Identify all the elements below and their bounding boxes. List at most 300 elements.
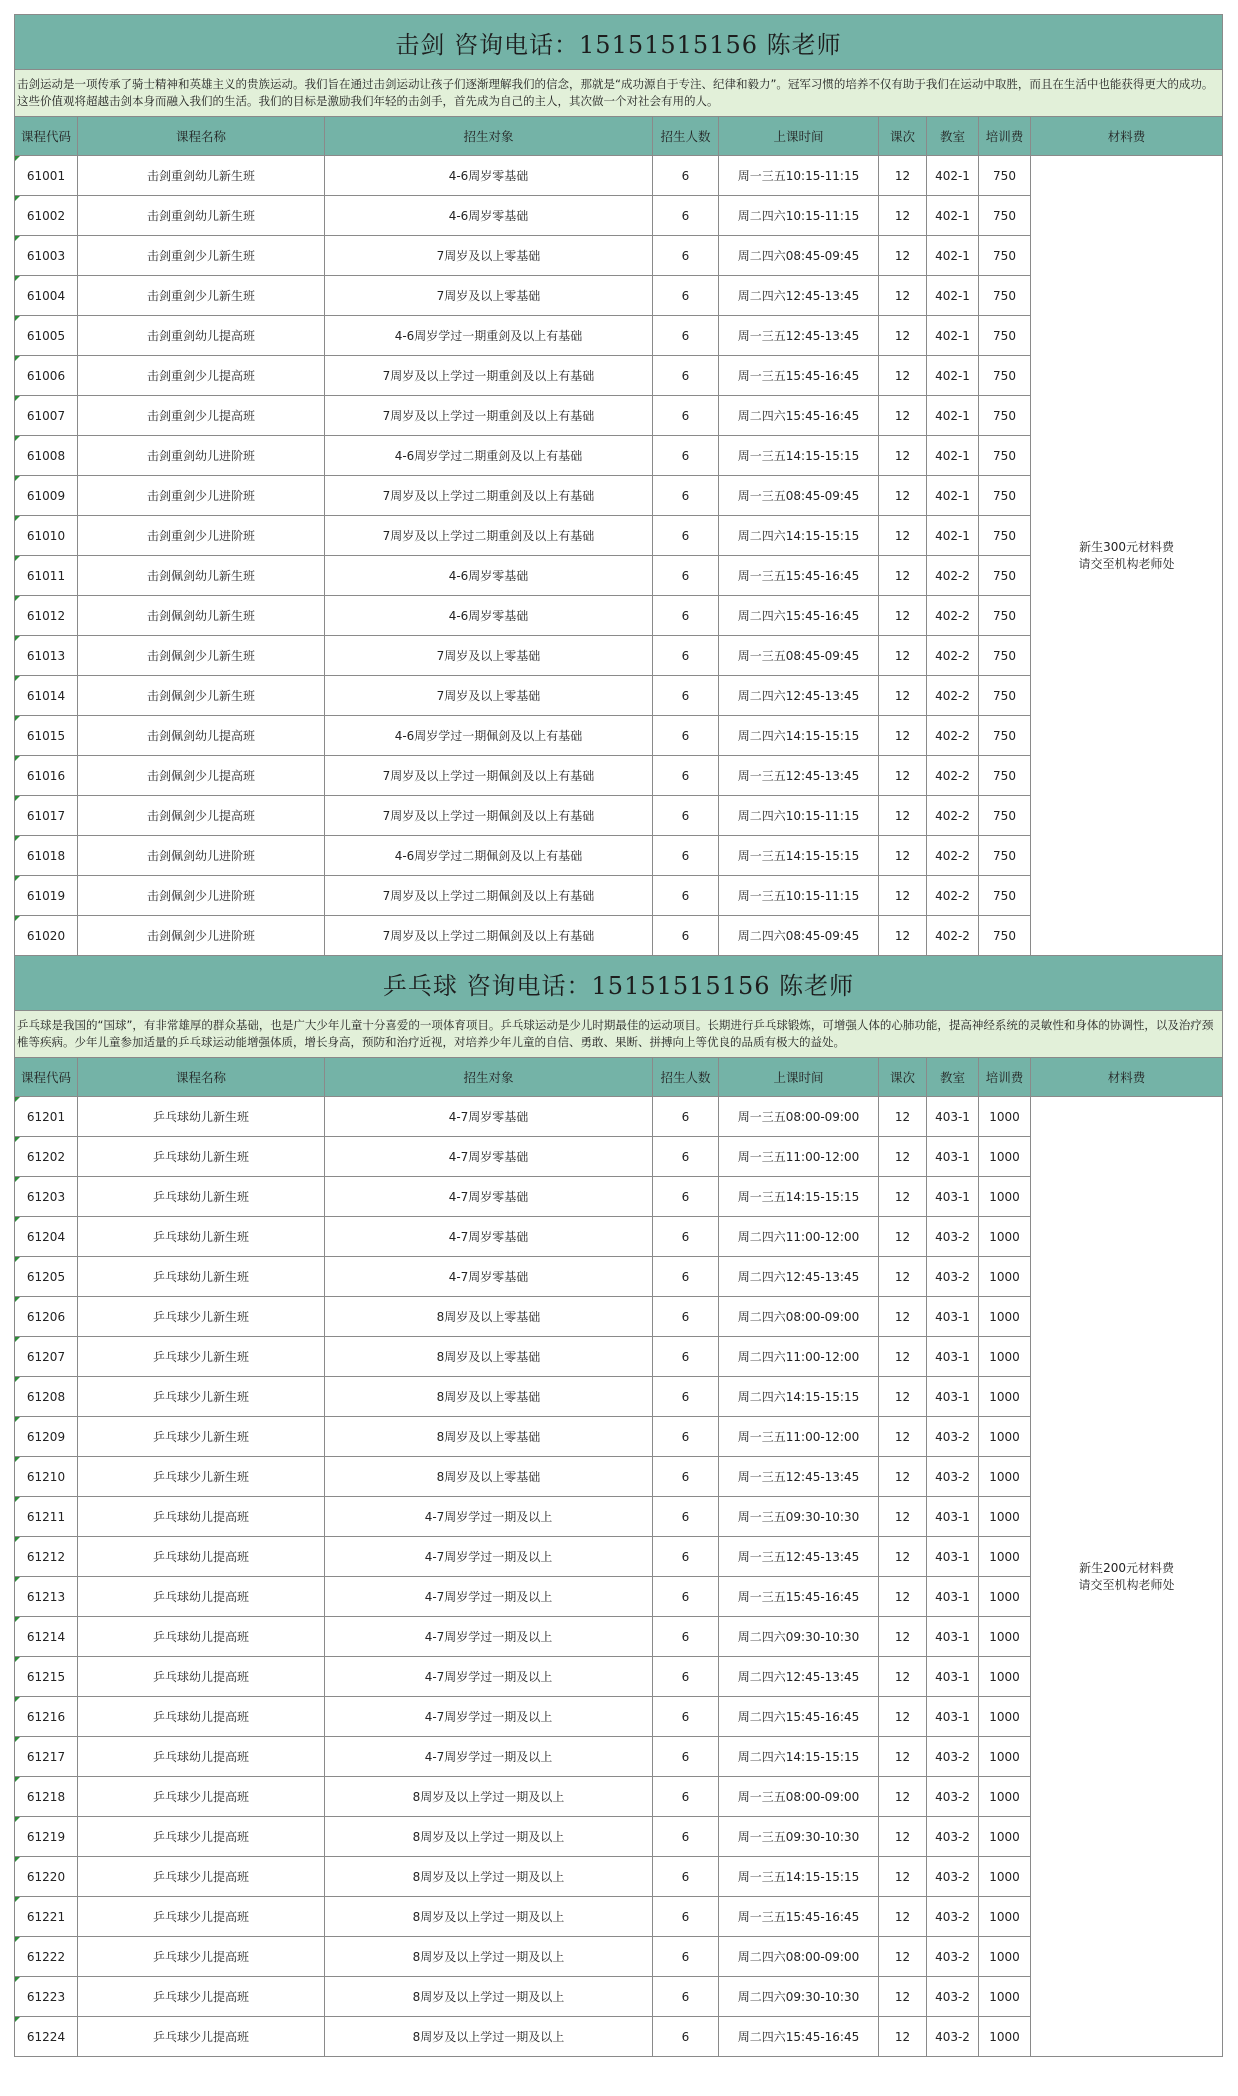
cell-capacity[interactable]: 6: [653, 1337, 719, 1377]
cell-time[interactable]: 周二四六08:45-09:45: [719, 916, 879, 956]
cell-time[interactable]: 周二四六15:45-16:45: [719, 2017, 879, 2057]
cell-target[interactable]: 7周岁及以上零基础: [325, 236, 653, 276]
cell-code[interactable]: 61015: [15, 716, 78, 756]
cell-sessions[interactable]: 12: [879, 636, 927, 676]
cell-code[interactable]: 61201: [15, 1097, 78, 1137]
cell-fee[interactable]: 750: [979, 236, 1031, 276]
cell-name[interactable]: 乒乓球少儿提高班: [78, 1897, 325, 1937]
cell-name[interactable]: 乒乓球少儿提高班: [78, 1937, 325, 1977]
cell-fee[interactable]: 750: [979, 796, 1031, 836]
cell-time[interactable]: 周一三五14:15-15:15: [719, 1857, 879, 1897]
cell-sessions[interactable]: 12: [879, 836, 927, 876]
cell-target[interactable]: 8周岁及以上零基础: [325, 1297, 653, 1337]
cell-name[interactable]: 击剑重剑少儿新生班: [78, 236, 325, 276]
cell-code[interactable]: 61006: [15, 356, 78, 396]
cell-capacity[interactable]: 6: [653, 1977, 719, 2017]
cell-capacity[interactable]: 6: [653, 676, 719, 716]
cell-code[interactable]: 61017: [15, 796, 78, 836]
cell-code[interactable]: 61203: [15, 1177, 78, 1217]
cell-capacity[interactable]: 6: [653, 276, 719, 316]
cell-time[interactable]: 周二四六10:15-11:15: [719, 796, 879, 836]
cell-name[interactable]: 乒乓球幼儿新生班: [78, 1137, 325, 1177]
cell-room[interactable]: 403-2: [927, 1257, 979, 1297]
cell-sessions[interactable]: 12: [879, 396, 927, 436]
cell-time[interactable]: 周二四六12:45-13:45: [719, 1257, 879, 1297]
cell-sessions[interactable]: 12: [879, 196, 927, 236]
cell-code[interactable]: 61013: [15, 636, 78, 676]
cell-code[interactable]: 61216: [15, 1697, 78, 1737]
cell-code[interactable]: 61223: [15, 1977, 78, 2017]
cell-time[interactable]: 周二四六09:30-10:30: [719, 1617, 879, 1657]
cell-time[interactable]: 周二四六12:45-13:45: [719, 276, 879, 316]
cell-sessions[interactable]: 12: [879, 876, 927, 916]
cell-code[interactable]: 61211: [15, 1497, 78, 1537]
column-header[interactable]: 培训费: [979, 117, 1031, 156]
cell-target[interactable]: 7周岁及以上零基础: [325, 636, 653, 676]
cell-sessions[interactable]: 12: [879, 1937, 927, 1977]
cell-room[interactable]: 402-1: [927, 396, 979, 436]
cell-name[interactable]: 乒乓球幼儿新生班: [78, 1177, 325, 1217]
cell-room[interactable]: 403-1: [927, 1537, 979, 1577]
cell-capacity[interactable]: 6: [653, 1097, 719, 1137]
column-header[interactable]: 课程名称: [78, 1058, 325, 1097]
cell-name[interactable]: 乒乓球幼儿新生班: [78, 1257, 325, 1297]
cell-capacity[interactable]: 6: [653, 236, 719, 276]
cell-room[interactable]: 403-1: [927, 1497, 979, 1537]
cell-capacity[interactable]: 6: [653, 436, 719, 476]
cell-code[interactable]: 61217: [15, 1737, 78, 1777]
cell-fee[interactable]: 1000: [979, 1737, 1031, 1777]
cell-target[interactable]: 4-7周岁学过一期及以上: [325, 1737, 653, 1777]
cell-fee[interactable]: 1000: [979, 1897, 1031, 1937]
cell-name[interactable]: 乒乓球幼儿新生班: [78, 1217, 325, 1257]
cell-capacity[interactable]: 6: [653, 1937, 719, 1977]
cell-target[interactable]: 8周岁及以上零基础: [325, 1417, 653, 1457]
cell-code[interactable]: 61003: [15, 236, 78, 276]
cell-room[interactable]: 403-1: [927, 1097, 979, 1137]
cell-room[interactable]: 403-2: [927, 1417, 979, 1457]
cell-code[interactable]: 61218: [15, 1777, 78, 1817]
cell-name[interactable]: 击剑重剑少儿提高班: [78, 356, 325, 396]
cell-fee[interactable]: 1000: [979, 1257, 1031, 1297]
cell-time[interactable]: 周一三五14:15-15:15: [719, 836, 879, 876]
cell-name[interactable]: 乒乓球幼儿提高班: [78, 1697, 325, 1737]
cell-sessions[interactable]: 12: [879, 1537, 927, 1577]
cell-target[interactable]: 4-6周岁学过二期佩剑及以上有基础: [325, 836, 653, 876]
cell-name[interactable]: 乒乓球幼儿提高班: [78, 1737, 325, 1777]
cell-target[interactable]: 4-7周岁学过一期及以上: [325, 1697, 653, 1737]
cell-name[interactable]: 乒乓球少儿提高班: [78, 1777, 325, 1817]
cell-sessions[interactable]: 12: [879, 556, 927, 596]
cell-room[interactable]: 402-1: [927, 316, 979, 356]
column-header[interactable]: 上课时间: [719, 1058, 879, 1097]
cell-time[interactable]: 周一三五09:30-10:30: [719, 1497, 879, 1537]
cell-capacity[interactable]: 6: [653, 1537, 719, 1577]
cell-time[interactable]: 周一三五11:00-12:00: [719, 1417, 879, 1457]
cell-sessions[interactable]: 12: [879, 476, 927, 516]
cell-time[interactable]: 周一三五15:45-16:45: [719, 1577, 879, 1617]
cell-time[interactable]: 周一三五10:15-11:15: [719, 156, 879, 196]
cell-sessions[interactable]: 12: [879, 2017, 927, 2057]
cell-sessions[interactable]: 12: [879, 436, 927, 476]
cell-room[interactable]: 403-1: [927, 1137, 979, 1177]
section-description[interactable]: 击剑运动是一项传承了骑士精神和英雄主义的贵族运动。我们旨在通过击剑运动让孩子们逐渐理解我们的信念，那就是“成功源自于专注、纪律和毅力”。冠军习惯的培养不仅有助于我们在运动中取胜，而且在生活中也能获得更大的成功。这些价值观将超越击剑本身而融入我们的生活。我们的目标是激励我们年轻的击剑手，首先成为自己的主人，其次做一个对社会有用的人。: [15, 70, 1223, 117]
cell-room[interactable]: 403-1: [927, 1697, 979, 1737]
cell-time[interactable]: 周一三五10:15-11:15: [719, 876, 879, 916]
cell-time[interactable]: 周一三五08:45-09:45: [719, 476, 879, 516]
cell-code[interactable]: 61224: [15, 2017, 78, 2057]
cell-target[interactable]: 8周岁及以上学过一期及以上: [325, 1897, 653, 1937]
cell-name[interactable]: 击剑佩剑幼儿新生班: [78, 596, 325, 636]
cell-name[interactable]: 乒乓球少儿提高班: [78, 1817, 325, 1857]
cell-code[interactable]: 61020: [15, 916, 78, 956]
cell-sessions[interactable]: 12: [879, 1897, 927, 1937]
column-header[interactable]: 材料费: [1031, 1058, 1223, 1097]
cell-target[interactable]: 4-6周岁零基础: [325, 196, 653, 236]
cell-room[interactable]: 403-1: [927, 1577, 979, 1617]
cell-room[interactable]: 403-1: [927, 1657, 979, 1697]
column-header[interactable]: 课程代码: [15, 1058, 78, 1097]
cell-code[interactable]: 61010: [15, 516, 78, 556]
cell-capacity[interactable]: 6: [653, 396, 719, 436]
cell-sessions[interactable]: 12: [879, 1497, 927, 1537]
cell-room[interactable]: 402-1: [927, 196, 979, 236]
cell-fee[interactable]: 1000: [979, 1217, 1031, 1257]
material-fee-cell[interactable]: [1031, 1097, 1223, 2057]
cell-code[interactable]: 61008: [15, 436, 78, 476]
material-fee-cell[interactable]: [1031, 156, 1223, 956]
cell-time[interactable]: 周一三五08:45-09:45: [719, 636, 879, 676]
cell-capacity[interactable]: 6: [653, 756, 719, 796]
cell-target[interactable]: 7周岁及以上学过二期佩剑及以上有基础: [325, 876, 653, 916]
cell-sessions[interactable]: 12: [879, 796, 927, 836]
cell-target[interactable]: 8周岁及以上学过一期及以上: [325, 1817, 653, 1857]
cell-name[interactable]: 击剑佩剑幼儿提高班: [78, 716, 325, 756]
cell-target[interactable]: 7周岁及以上学过一期重剑及以上有基础: [325, 356, 653, 396]
cell-capacity[interactable]: 6: [653, 836, 719, 876]
cell-room[interactable]: 403-2: [927, 1457, 979, 1497]
cell-time[interactable]: 周二四六12:45-13:45: [719, 1657, 879, 1697]
cell-time[interactable]: 周二四六15:45-16:45: [719, 596, 879, 636]
cell-target[interactable]: 8周岁及以上学过一期及以上: [325, 1857, 653, 1897]
cell-fee[interactable]: 750: [979, 916, 1031, 956]
column-header[interactable]: 教室: [927, 117, 979, 156]
cell-target[interactable]: 7周岁及以上学过二期重剑及以上有基础: [325, 516, 653, 556]
cell-fee[interactable]: 1000: [979, 1097, 1031, 1137]
cell-target[interactable]: 8周岁及以上学过一期及以上: [325, 1777, 653, 1817]
cell-capacity[interactable]: 6: [653, 796, 719, 836]
cell-room[interactable]: 402-1: [927, 356, 979, 396]
cell-room[interactable]: 403-1: [927, 1337, 979, 1377]
cell-room[interactable]: 403-1: [927, 1297, 979, 1337]
cell-fee[interactable]: 750: [979, 556, 1031, 596]
cell-capacity[interactable]: 6: [653, 316, 719, 356]
cell-capacity[interactable]: 6: [653, 156, 719, 196]
cell-name[interactable]: 击剑重剑幼儿新生班: [78, 156, 325, 196]
column-header[interactable]: 培训费: [979, 1058, 1031, 1097]
cell-target[interactable]: 4-7周岁零基础: [325, 1097, 653, 1137]
cell-room[interactable]: 403-2: [927, 1777, 979, 1817]
cell-target[interactable]: 4-7周岁零基础: [325, 1257, 653, 1297]
cell-capacity[interactable]: 6: [653, 1377, 719, 1417]
cell-name[interactable]: 乒乓球少儿新生班: [78, 1417, 325, 1457]
cell-target[interactable]: 4-7周岁学过一期及以上: [325, 1617, 653, 1657]
cell-code[interactable]: 61009: [15, 476, 78, 516]
cell-target[interactable]: 4-6周岁学过二期重剑及以上有基础: [325, 436, 653, 476]
cell-room[interactable]: 402-2: [927, 916, 979, 956]
cell-fee[interactable]: 750: [979, 836, 1031, 876]
cell-code[interactable]: 61208: [15, 1377, 78, 1417]
cell-target[interactable]: 4-7周岁学过一期及以上: [325, 1577, 653, 1617]
cell-time[interactable]: 周一三五09:30-10:30: [719, 1817, 879, 1857]
cell-fee[interactable]: 750: [979, 516, 1031, 556]
column-header[interactable]: 课次: [879, 1058, 927, 1097]
cell-code[interactable]: 61018: [15, 836, 78, 876]
cell-sessions[interactable]: 12: [879, 236, 927, 276]
cell-fee[interactable]: 750: [979, 676, 1031, 716]
cell-fee[interactable]: 750: [979, 596, 1031, 636]
cell-target[interactable]: 4-6周岁零基础: [325, 156, 653, 196]
cell-room[interactable]: 403-2: [927, 1737, 979, 1777]
cell-sessions[interactable]: 12: [879, 676, 927, 716]
cell-code[interactable]: 61222: [15, 1937, 78, 1977]
cell-fee[interactable]: 750: [979, 756, 1031, 796]
cell-name[interactable]: 击剑佩剑少儿进阶班: [78, 916, 325, 956]
cell-capacity[interactable]: 6: [653, 356, 719, 396]
cell-room[interactable]: 402-2: [927, 876, 979, 916]
cell-name[interactable]: 乒乓球少儿新生班: [78, 1377, 325, 1417]
cell-fee[interactable]: 1000: [979, 1137, 1031, 1177]
cell-time[interactable]: 周二四六11:00-12:00: [719, 1217, 879, 1257]
cell-time[interactable]: 周一三五14:15-15:15: [719, 1177, 879, 1217]
column-header[interactable]: 课程代码: [15, 117, 78, 156]
cell-fee[interactable]: 750: [979, 196, 1031, 236]
cell-target[interactable]: 4-7周岁学过一期及以上: [325, 1537, 653, 1577]
cell-room[interactable]: 402-1: [927, 276, 979, 316]
column-header[interactable]: 招生人数: [653, 117, 719, 156]
cell-room[interactable]: 402-1: [927, 516, 979, 556]
column-header[interactable]: 招生人数: [653, 1058, 719, 1097]
cell-time[interactable]: 周二四六10:15-11:15: [719, 196, 879, 236]
cell-fee[interactable]: 750: [979, 356, 1031, 396]
cell-target[interactable]: 7周岁及以上学过二期佩剑及以上有基础: [325, 916, 653, 956]
cell-code[interactable]: 61221: [15, 1897, 78, 1937]
cell-room[interactable]: 402-2: [927, 836, 979, 876]
cell-sessions[interactable]: 12: [879, 1817, 927, 1857]
cell-target[interactable]: 7周岁及以上学过二期重剑及以上有基础: [325, 476, 653, 516]
cell-name[interactable]: 乒乓球幼儿提高班: [78, 1617, 325, 1657]
cell-fee[interactable]: 750: [979, 716, 1031, 756]
cell-code[interactable]: 61005: [15, 316, 78, 356]
cell-room[interactable]: 403-2: [927, 1977, 979, 2017]
cell-fee[interactable]: 750: [979, 636, 1031, 676]
cell-name[interactable]: 击剑重剑少儿新生班: [78, 276, 325, 316]
cell-time[interactable]: 周二四六14:15-15:15: [719, 716, 879, 756]
column-header[interactable]: 招生对象: [325, 117, 653, 156]
cell-target[interactable]: 4-7周岁零基础: [325, 1177, 653, 1217]
cell-fee[interactable]: 750: [979, 276, 1031, 316]
cell-room[interactable]: 402-2: [927, 556, 979, 596]
cell-room[interactable]: 402-2: [927, 796, 979, 836]
column-header[interactable]: 招生对象: [325, 1058, 653, 1097]
cell-room[interactable]: 402-1: [927, 236, 979, 276]
cell-room[interactable]: 403-2: [927, 1897, 979, 1937]
section-title[interactable]: 乒乓球 咨询电话：15151515156 陈老师: [15, 956, 1223, 1011]
cell-fee[interactable]: 1000: [979, 1417, 1031, 1457]
cell-target[interactable]: 4-7周岁零基础: [325, 1217, 653, 1257]
cell-name[interactable]: 击剑佩剑少儿提高班: [78, 756, 325, 796]
cell-name[interactable]: 击剑重剑幼儿新生班: [78, 196, 325, 236]
cell-fee[interactable]: 750: [979, 316, 1031, 356]
cell-room[interactable]: 403-2: [927, 1937, 979, 1977]
cell-time[interactable]: 周二四六12:45-13:45: [719, 676, 879, 716]
cell-name[interactable]: 乒乓球少儿提高班: [78, 1977, 325, 2017]
cell-sessions[interactable]: 12: [879, 1657, 927, 1697]
cell-room[interactable]: 402-1: [927, 476, 979, 516]
cell-fee[interactable]: 1000: [979, 1337, 1031, 1377]
cell-sessions[interactable]: 12: [879, 316, 927, 356]
cell-target[interactable]: 7周岁及以上学过一期重剑及以上有基础: [325, 396, 653, 436]
cell-capacity[interactable]: 6: [653, 916, 719, 956]
cell-code[interactable]: 61016: [15, 756, 78, 796]
cell-time[interactable]: 周一三五12:45-13:45: [719, 316, 879, 356]
cell-capacity[interactable]: 6: [653, 1697, 719, 1737]
cell-name[interactable]: 乒乓球少儿新生班: [78, 1457, 325, 1497]
cell-name[interactable]: 击剑重剑幼儿提高班: [78, 316, 325, 356]
cell-code[interactable]: 61213: [15, 1577, 78, 1617]
cell-fee[interactable]: 1000: [979, 1697, 1031, 1737]
cell-fee[interactable]: 1000: [979, 1657, 1031, 1697]
cell-name[interactable]: 击剑佩剑幼儿新生班: [78, 556, 325, 596]
cell-sessions[interactable]: 12: [879, 1697, 927, 1737]
cell-time[interactable]: 周一三五08:00-09:00: [719, 1097, 879, 1137]
cell-sessions[interactable]: 12: [879, 1217, 927, 1257]
cell-capacity[interactable]: 6: [653, 1657, 719, 1697]
cell-time[interactable]: 周二四六14:15-15:15: [719, 516, 879, 556]
cell-fee[interactable]: 750: [979, 156, 1031, 196]
cell-code[interactable]: 61202: [15, 1137, 78, 1177]
cell-time[interactable]: 周二四六11:00-12:00: [719, 1337, 879, 1377]
cell-code[interactable]: 61214: [15, 1617, 78, 1657]
cell-code[interactable]: 61207: [15, 1337, 78, 1377]
cell-target[interactable]: 8周岁及以上学过一期及以上: [325, 1937, 653, 1977]
cell-sessions[interactable]: 12: [879, 756, 927, 796]
cell-sessions[interactable]: 12: [879, 1417, 927, 1457]
cell-room[interactable]: 402-2: [927, 716, 979, 756]
cell-code[interactable]: 61215: [15, 1657, 78, 1697]
cell-target[interactable]: 4-6周岁零基础: [325, 556, 653, 596]
cell-time[interactable]: 周二四六08:45-09:45: [719, 236, 879, 276]
cell-target[interactable]: 7周岁及以上零基础: [325, 276, 653, 316]
cell-code[interactable]: 61014: [15, 676, 78, 716]
cell-target[interactable]: 7周岁及以上学过一期佩剑及以上有基础: [325, 796, 653, 836]
cell-fee[interactable]: 750: [979, 396, 1031, 436]
cell-sessions[interactable]: 12: [879, 356, 927, 396]
section-description[interactable]: 乒乓球是我国的“国球”，有非常雄厚的群众基础，也是广大少年儿童十分喜爱的一项体育项目。乒乓球运动是少儿时期最佳的运动项目。长期进行乒乓球锻炼，可增强人体的心肺功能，提高神经系统的灵敏性和身体的协调性，以及治疗颈椎等疾病。少年儿童参加适量的乒乓球运动能增强体质，增长身高，预防和治疗近视，对培养少年儿童的自信、勇敢、果断、拼搏向上等优良的品质有极大的益处。: [15, 1011, 1223, 1058]
cell-code[interactable]: 61011: [15, 556, 78, 596]
cell-time[interactable]: 周一三五08:00-09:00: [719, 1777, 879, 1817]
cell-sessions[interactable]: 12: [879, 1297, 927, 1337]
cell-sessions[interactable]: 12: [879, 1737, 927, 1777]
cell-room[interactable]: 403-1: [927, 1377, 979, 1417]
cell-code[interactable]: 61012: [15, 596, 78, 636]
cell-fee[interactable]: 750: [979, 876, 1031, 916]
cell-name[interactable]: 击剑重剑少儿进阶班: [78, 516, 325, 556]
cell-time[interactable]: 周一三五15:45-16:45: [719, 1897, 879, 1937]
cell-time[interactable]: 周二四六14:15-15:15: [719, 1737, 879, 1777]
cell-target[interactable]: 8周岁及以上零基础: [325, 1337, 653, 1377]
cell-room[interactable]: 402-2: [927, 596, 979, 636]
cell-sessions[interactable]: 12: [879, 1337, 927, 1377]
cell-capacity[interactable]: 6: [653, 1257, 719, 1297]
cell-name[interactable]: 乒乓球幼儿提高班: [78, 1657, 325, 1697]
cell-room[interactable]: 402-2: [927, 756, 979, 796]
cell-target[interactable]: 7周岁及以上零基础: [325, 676, 653, 716]
cell-name[interactable]: 击剑重剑少儿提高班: [78, 396, 325, 436]
cell-time[interactable]: 周二四六15:45-16:45: [719, 1697, 879, 1737]
cell-sessions[interactable]: 12: [879, 1617, 927, 1657]
column-header[interactable]: 教室: [927, 1058, 979, 1097]
cell-code[interactable]: 61220: [15, 1857, 78, 1897]
cell-capacity[interactable]: 6: [653, 1497, 719, 1537]
cell-name[interactable]: 击剑重剑幼儿进阶班: [78, 436, 325, 476]
cell-capacity[interactable]: 6: [653, 2017, 719, 2057]
cell-name[interactable]: 乒乓球幼儿提高班: [78, 1497, 325, 1537]
cell-name[interactable]: 击剑佩剑少儿提高班: [78, 796, 325, 836]
cell-code[interactable]: 61206: [15, 1297, 78, 1337]
cell-capacity[interactable]: 6: [653, 876, 719, 916]
cell-time[interactable]: 周二四六15:45-16:45: [719, 396, 879, 436]
cell-name[interactable]: 击剑佩剑少儿新生班: [78, 636, 325, 676]
cell-capacity[interactable]: 6: [653, 636, 719, 676]
cell-capacity[interactable]: 6: [653, 1137, 719, 1177]
cell-name[interactable]: 击剑佩剑少儿新生班: [78, 676, 325, 716]
cell-name[interactable]: 击剑重剑少儿进阶班: [78, 476, 325, 516]
cell-capacity[interactable]: 6: [653, 1817, 719, 1857]
cell-sessions[interactable]: 12: [879, 1177, 927, 1217]
cell-capacity[interactable]: 6: [653, 716, 719, 756]
cell-capacity[interactable]: 6: [653, 1737, 719, 1777]
cell-name[interactable]: 击剑佩剑少儿进阶班: [78, 876, 325, 916]
cell-code[interactable]: 61219: [15, 1817, 78, 1857]
cell-code[interactable]: 61210: [15, 1457, 78, 1497]
cell-capacity[interactable]: 6: [653, 1457, 719, 1497]
cell-sessions[interactable]: 12: [879, 1777, 927, 1817]
cell-fee[interactable]: 1000: [979, 1537, 1031, 1577]
cell-sessions[interactable]: 12: [879, 716, 927, 756]
cell-capacity[interactable]: 6: [653, 1777, 719, 1817]
cell-capacity[interactable]: 6: [653, 1617, 719, 1657]
cell-fee[interactable]: 1000: [979, 1297, 1031, 1337]
cell-room[interactable]: 403-1: [927, 1617, 979, 1657]
cell-code[interactable]: 61001: [15, 156, 78, 196]
cell-sessions[interactable]: 12: [879, 1457, 927, 1497]
cell-code[interactable]: 61212: [15, 1537, 78, 1577]
cell-target[interactable]: 4-6周岁学过一期重剑及以上有基础: [325, 316, 653, 356]
cell-fee[interactable]: 1000: [979, 1577, 1031, 1617]
column-header[interactable]: 材料费: [1031, 117, 1223, 156]
cell-name[interactable]: 乒乓球少儿提高班: [78, 2017, 325, 2057]
cell-sessions[interactable]: 12: [879, 1977, 927, 2017]
cell-capacity[interactable]: 6: [653, 476, 719, 516]
cell-name[interactable]: 乒乓球少儿提高班: [78, 1857, 325, 1897]
cell-capacity[interactable]: 6: [653, 1417, 719, 1457]
cell-sessions[interactable]: 12: [879, 1857, 927, 1897]
cell-sessions[interactable]: 12: [879, 1257, 927, 1297]
cell-fee[interactable]: 1000: [979, 1177, 1031, 1217]
cell-target[interactable]: 8周岁及以上零基础: [325, 1377, 653, 1417]
cell-capacity[interactable]: 6: [653, 516, 719, 556]
